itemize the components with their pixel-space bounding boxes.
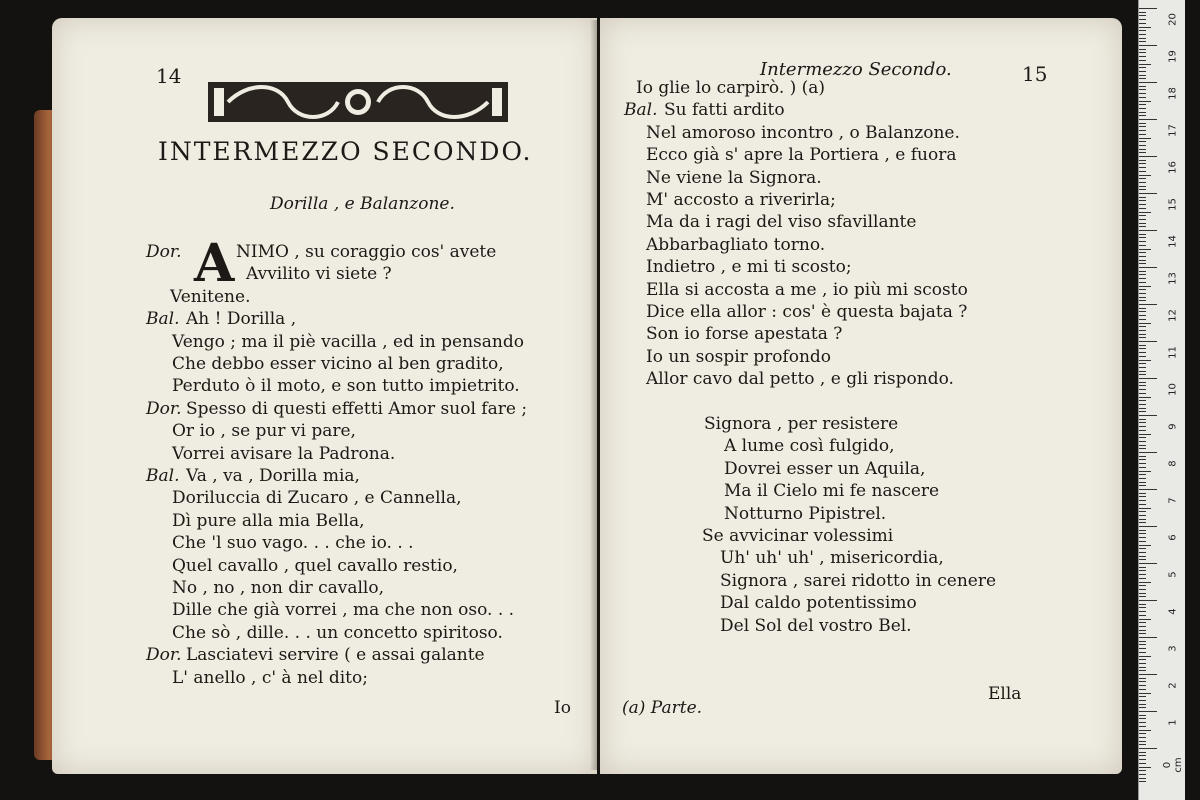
ruler-minor-tick (1139, 286, 1151, 287)
ruler-minor-tick (1139, 149, 1146, 150)
ruler-tick (1139, 563, 1157, 564)
ruler-minor-tick (1139, 241, 1146, 242)
ruler-tick (1139, 711, 1157, 712)
ruler-minor-tick (1139, 363, 1146, 364)
ruler-tick (1139, 193, 1157, 194)
ruler-label: 7 (1167, 497, 1179, 504)
ruler-minor-tick (1139, 615, 1146, 616)
ruler-minor-tick (1139, 593, 1146, 594)
ruler-minor-tick (1139, 245, 1146, 246)
verse-line: Ah ! Dorilla , (186, 309, 297, 330)
ruler-minor-tick (1139, 382, 1146, 383)
ruler-minor-tick (1139, 97, 1146, 98)
ruler-tick (1139, 8, 1157, 9)
ruler-minor-tick (1139, 138, 1151, 139)
ruler-minor-tick (1139, 582, 1151, 583)
ruler-minor-tick (1139, 715, 1146, 716)
ruler-minor-tick (1139, 271, 1146, 272)
ruler-minor-tick (1139, 300, 1146, 301)
ruler-minor-tick (1139, 204, 1146, 205)
ruler-minor-tick (1139, 145, 1146, 146)
ruler-minor-tick (1139, 689, 1146, 690)
ruler-minor-tick (1139, 630, 1146, 631)
ruler-minor-tick (1139, 707, 1146, 708)
ruler-minor-tick (1139, 485, 1146, 486)
ruler-minor-tick (1139, 297, 1146, 298)
ruler-minor-tick (1139, 441, 1146, 442)
ruler-minor-tick (1139, 730, 1151, 731)
headpiece-ornament (208, 80, 508, 124)
right-page-number: 15 (1022, 62, 1048, 86)
ruler-tick (1139, 341, 1157, 342)
ruler-label: 0 cm (1162, 757, 1184, 773)
ruler-minor-tick (1139, 385, 1146, 386)
ruler-minor-tick (1139, 400, 1146, 401)
verse-line: Che debbo esser vicino al ben gradito, (172, 354, 504, 374)
ruler-minor-tick (1139, 448, 1146, 449)
ruler-minor-tick (1139, 693, 1151, 694)
ruler-tick (1139, 674, 1157, 675)
right-catchword: Ella (988, 684, 1022, 704)
ruler-label: 5 (1167, 571, 1179, 578)
ruler-label: 1 (1167, 719, 1179, 726)
speakers-heading: Dorilla , e Balanzone. (270, 194, 455, 214)
ruler-minor-tick (1139, 755, 1146, 756)
footnote: (a) Parte. (622, 698, 703, 718)
ruler-label: 8 (1167, 460, 1179, 467)
verse-line: Vorrei avisare la Padrona. (172, 443, 396, 464)
ruler-minor-tick (1139, 559, 1146, 560)
ruler-minor-tick (1139, 104, 1146, 105)
ruler-minor-tick (1139, 319, 1146, 320)
ruler-minor-tick (1139, 478, 1146, 479)
verse-line: Che 'l suo vago. . . che io. . . (172, 533, 414, 554)
verse-line: No , no , non dir cavallo, (172, 578, 385, 598)
aria-line: Signora , per resistere (704, 414, 899, 434)
verse-line: Dice ella allor : cos' è questa bajata ? (646, 302, 968, 322)
ruler-label: 6 (1167, 534, 1179, 541)
ruler-tick (1139, 415, 1157, 416)
ruler-minor-tick (1139, 567, 1146, 568)
ruler-label: 3 (1167, 645, 1179, 652)
ruler-minor-tick (1139, 75, 1146, 76)
ruler-minor-tick (1139, 459, 1146, 460)
ruler-minor-tick (1139, 508, 1151, 509)
ruler-minor-tick (1139, 108, 1146, 109)
ruler-minor-tick (1139, 408, 1146, 409)
ruler-minor-tick (1139, 12, 1146, 13)
verse-line: Allor cavo dal petto , e gli rispondo. (646, 369, 954, 390)
aria-line: Del Sol del vostro Bel. (720, 615, 912, 636)
ruler-label: 20 (1167, 13, 1179, 26)
left-page-number: 14 (156, 64, 182, 88)
ruler-minor-tick (1139, 733, 1146, 734)
ruler-label: 14 (1167, 235, 1179, 248)
verse-line: Ma da i ragi del viso sfavillante (646, 212, 917, 233)
verse-line: Vengo ; ma il piè vacilla , ed in pensando (172, 331, 524, 352)
ruler-minor-tick (1139, 656, 1151, 657)
verse-line: Or io , se pur vi pare, (172, 421, 356, 442)
verse-line: Io glie lo carpirò. ) (a) (636, 78, 826, 98)
ruler-minor-tick (1139, 726, 1146, 727)
ruler-label: 16 (1167, 161, 1179, 174)
ruler-minor-tick (1139, 38, 1146, 39)
ruler-minor-tick (1139, 437, 1146, 438)
verse-line: Dille che già vorrei , ma che non oso. . . (172, 600, 515, 621)
ruler-minor-tick (1139, 404, 1146, 405)
ruler-label: 4 (1167, 608, 1179, 615)
verse-line: M' accosto a riverirla; (646, 190, 836, 210)
ruler-minor-tick (1139, 367, 1146, 368)
ruler-tick (1139, 156, 1157, 157)
ruler-minor-tick (1139, 500, 1146, 501)
ruler-minor-tick (1139, 323, 1151, 324)
ruler-minor-tick (1139, 763, 1146, 764)
ruler-minor-tick (1139, 678, 1146, 679)
ruler-minor-tick (1139, 256, 1146, 257)
ruler-minor-tick (1139, 430, 1146, 431)
ruler-minor-tick (1139, 445, 1146, 446)
verse-line: Quel cavallo , quel cavallo restio, (172, 555, 458, 576)
ruler-label: 17 (1167, 124, 1179, 137)
ruler-minor-tick (1139, 326, 1146, 327)
ruler-minor-tick (1139, 134, 1146, 135)
ruler-tick (1139, 304, 1157, 305)
ruler-minor-tick (1139, 515, 1146, 516)
speaker-label: Bal. (624, 100, 658, 121)
ruler-minor-tick (1139, 197, 1146, 198)
ruler-minor-tick (1139, 167, 1146, 168)
measuring-ruler (1138, 0, 1185, 800)
ruler-minor-tick (1139, 578, 1146, 579)
ruler-minor-tick (1139, 263, 1146, 264)
ruler-minor-tick (1139, 556, 1146, 557)
ruler-minor-tick (1139, 781, 1146, 782)
left-page (52, 18, 597, 774)
ruler-minor-tick (1139, 282, 1146, 283)
ruler-minor-tick (1139, 126, 1146, 127)
aria-line: A lume così fulgido, (724, 436, 895, 457)
ruler-minor-tick (1139, 471, 1151, 472)
ruler-minor-tick (1139, 574, 1146, 575)
verse-line: Lasciatevi servire ( e assai galante (186, 645, 485, 666)
ruler-minor-tick (1139, 208, 1146, 209)
ruler-minor-tick (1139, 34, 1146, 35)
verse-line: Ella si accosta a me , io più mi scosto (646, 279, 968, 300)
ruler-minor-tick (1139, 41, 1146, 42)
ruler-minor-tick (1139, 759, 1146, 760)
ruler-minor-tick (1139, 604, 1146, 605)
ruler-minor-tick (1139, 78, 1146, 79)
ruler-minor-tick (1139, 752, 1146, 753)
ruler-minor-tick (1139, 519, 1146, 520)
ruler-tick (1139, 748, 1157, 749)
ruler-minor-tick (1139, 589, 1146, 590)
ruler-minor-tick (1139, 626, 1146, 627)
ruler-minor-tick (1139, 56, 1146, 57)
ruler-label: 15 (1167, 198, 1179, 211)
ruler-minor-tick (1139, 374, 1146, 375)
verse-line: Ne viene la Signora. (646, 167, 822, 188)
ruler-minor-tick (1139, 511, 1146, 512)
ruler-minor-tick (1139, 622, 1146, 623)
aria-line: Ma il Cielo mi fe nascere (724, 481, 940, 502)
ruler-minor-tick (1139, 226, 1146, 227)
ruler-minor-tick (1139, 334, 1146, 335)
ruler-tick (1139, 452, 1157, 453)
verse-line: Perduto ò il moto, e son tutto impietrito. (172, 376, 520, 397)
ruler-minor-tick (1139, 537, 1146, 538)
ruler-minor-tick (1139, 101, 1151, 102)
right-page (600, 18, 1122, 774)
ruler-minor-tick (1139, 212, 1151, 213)
aria-line: Se avvicinar volessimi (702, 526, 894, 546)
ruler-minor-tick (1139, 533, 1146, 534)
ruler-minor-tick (1139, 426, 1146, 427)
left-catchword: Io (554, 698, 571, 718)
ruler-minor-tick (1139, 141, 1146, 142)
ruler-label: 18 (1167, 87, 1179, 100)
ruler-minor-tick (1139, 86, 1146, 87)
ruler-minor-tick (1139, 249, 1151, 250)
verse-line: Venitene. (170, 286, 251, 307)
ruler-minor-tick (1139, 186, 1146, 187)
ruler-label: 19 (1167, 50, 1179, 63)
ruler-minor-tick (1139, 648, 1146, 649)
ruler-minor-tick (1139, 633, 1146, 634)
ruler-minor-tick (1139, 570, 1146, 571)
ruler-minor-tick (1139, 360, 1151, 361)
ruler-minor-tick (1139, 530, 1146, 531)
ruler-minor-tick (1139, 463, 1146, 464)
ruler-minor-tick (1139, 685, 1146, 686)
ruler-minor-tick (1139, 93, 1146, 94)
ruler-minor-tick (1139, 352, 1146, 353)
ruler-minor-tick (1139, 152, 1146, 153)
verse-line: Abbarbagliato torno. (646, 234, 826, 255)
ruler-tick (1139, 82, 1157, 83)
speaker-label: Dor. (146, 645, 182, 666)
ruler-tick (1139, 230, 1157, 231)
ruler-minor-tick (1139, 607, 1146, 608)
ruler-minor-tick (1139, 163, 1146, 164)
ruler-minor-tick (1139, 60, 1146, 61)
ruler-minor-tick (1139, 545, 1151, 546)
ruler-minor-tick (1139, 130, 1146, 131)
aria-line: Dovrei esser un Aquila, (724, 458, 926, 479)
ruler-minor-tick (1139, 737, 1146, 738)
ruler-minor-tick (1139, 552, 1146, 553)
ruler-minor-tick (1139, 278, 1146, 279)
ruler-minor-tick (1139, 219, 1146, 220)
ruler-minor-tick (1139, 493, 1146, 494)
speaker-label: Dor. (146, 242, 182, 262)
ruler-minor-tick (1139, 189, 1146, 190)
verse-line: Indietro , e mi ti scosto; (646, 257, 852, 278)
ruler-label: 9 (1167, 423, 1179, 430)
verse-line: L' anello , c' à nel dito; (172, 667, 368, 688)
ruler-minor-tick (1139, 345, 1146, 346)
ruler-minor-tick (1139, 456, 1146, 457)
ruler-minor-tick (1139, 215, 1146, 216)
verse-line: Nel amoroso incontro , o Balanzone. (646, 122, 960, 143)
ruler-minor-tick (1139, 112, 1146, 113)
ruler-minor-tick (1139, 71, 1146, 72)
ruler-minor-tick (1139, 767, 1151, 768)
ruler-minor-tick (1139, 411, 1146, 412)
speaker-label: Bal. (146, 309, 180, 330)
ruler-minor-tick (1139, 200, 1146, 201)
ruler-minor-tick (1139, 223, 1146, 224)
ruler-minor-tick (1139, 178, 1146, 179)
ruler-minor-tick (1139, 160, 1146, 161)
ruler-minor-tick (1139, 27, 1151, 28)
ruler-minor-tick (1139, 293, 1146, 294)
ruler-minor-tick (1139, 718, 1146, 719)
verse-line: Va , va , Dorilla mia, (186, 466, 360, 486)
drop-capital: A (194, 233, 235, 294)
ruler-tick (1139, 600, 1157, 601)
speaker-label: Dor. (146, 398, 182, 419)
ruler-minor-tick (1139, 348, 1146, 349)
ruler-minor-tick (1139, 422, 1146, 423)
ruler-minor-tick (1139, 89, 1146, 90)
ruler-minor-tick (1139, 522, 1146, 523)
verse-line: Avvilito vi siete ? (246, 264, 392, 285)
ruler-minor-tick (1139, 467, 1146, 468)
ruler-minor-tick (1139, 19, 1146, 20)
verse-line: Che sò , dille. . . un concetto spiritoso. (172, 622, 503, 643)
ruler-minor-tick (1139, 700, 1146, 701)
ruler-minor-tick (1139, 308, 1146, 309)
verse-line: Son io forse apestata ? (646, 324, 843, 345)
ruler-label: 13 (1167, 272, 1179, 285)
ruler-minor-tick (1139, 482, 1146, 483)
ruler-minor-tick (1139, 356, 1146, 357)
ruler-minor-tick (1139, 171, 1146, 172)
ruler-minor-tick (1139, 641, 1146, 642)
running-head: Intermezzo Secondo. (760, 59, 952, 80)
verse-line: Su fatti ardito (664, 100, 785, 121)
ruler-minor-tick (1139, 663, 1146, 664)
ruler-minor-tick (1139, 504, 1146, 505)
ruler-minor-tick (1139, 619, 1151, 620)
ruler-minor-tick (1139, 49, 1146, 50)
ruler-minor-tick (1139, 644, 1146, 645)
ruler-minor-tick (1139, 397, 1151, 398)
ruler-minor-tick (1139, 311, 1146, 312)
ruler-minor-tick (1139, 496, 1146, 497)
ruler-minor-tick (1139, 704, 1146, 705)
ruler-minor-tick (1139, 681, 1146, 682)
ruler-minor-tick (1139, 260, 1146, 261)
ruler-label: 12 (1167, 309, 1179, 322)
ruler-label: 10 (1167, 383, 1179, 396)
ruler-tick (1139, 489, 1157, 490)
ruler-minor-tick (1139, 182, 1146, 183)
verse-line: Doriluccia di Zucaro , e Cannella, (172, 488, 462, 509)
ruler-minor-tick (1139, 115, 1146, 116)
ruler-minor-tick (1139, 474, 1146, 475)
ruler-minor-tick (1139, 234, 1146, 235)
ruler-label: 11 (1167, 346, 1179, 359)
speaker-label: Bal. (146, 466, 180, 486)
verse-line: Ecco già s' apre la Portiera , e fuora (646, 145, 957, 166)
ruler-tick (1139, 267, 1157, 268)
ruler-minor-tick (1139, 611, 1146, 612)
ruler-minor-tick (1139, 252, 1146, 253)
ruler-minor-tick (1139, 741, 1146, 742)
ruler-minor-tick (1139, 289, 1146, 290)
ruler-tick (1139, 378, 1157, 379)
aria-line: Notturno Pipistrel. (724, 503, 887, 524)
ruler-tick (1139, 526, 1157, 527)
ruler-minor-tick (1139, 67, 1146, 68)
ruler-tick (1139, 45, 1157, 46)
verse-line: Spesso di questi effetti Amor suol fare ; (186, 398, 528, 419)
ruler-minor-tick (1139, 274, 1146, 275)
ruler-minor-tick (1139, 64, 1151, 65)
aria-line: Signora , sarei ridotto in cenere (720, 570, 997, 591)
ruler-minor-tick (1139, 337, 1146, 338)
ruler-minor-tick (1139, 175, 1151, 176)
ruler-minor-tick (1139, 237, 1146, 238)
ruler-minor-tick (1139, 659, 1146, 660)
ruler-minor-tick (1139, 315, 1146, 316)
ruler-minor-tick (1139, 15, 1146, 16)
aria-line: Uh' uh' uh' , misericordia, (720, 548, 944, 569)
ruler-minor-tick (1139, 393, 1146, 394)
ruler-tick (1139, 637, 1157, 638)
ruler-minor-tick (1139, 667, 1146, 668)
section-title: INTERMEZZO SECONDO. (158, 137, 533, 166)
ruler-minor-tick (1139, 596, 1146, 597)
ruler-minor-tick (1139, 652, 1146, 653)
ruler-minor-tick (1139, 696, 1146, 697)
ruler-tick (1139, 119, 1157, 120)
ruler-minor-tick (1139, 23, 1146, 24)
ruler-minor-tick (1139, 434, 1151, 435)
ruler-minor-tick (1139, 778, 1146, 779)
ruler-minor-tick (1139, 585, 1146, 586)
ruler-minor-tick (1139, 389, 1146, 390)
ruler-minor-tick (1139, 330, 1146, 331)
ruler-minor-tick (1139, 52, 1146, 53)
ruler-minor-tick (1139, 123, 1146, 124)
aria-line: Dal caldo potentissimo (720, 593, 917, 614)
ruler-minor-tick (1139, 670, 1146, 671)
ruler-minor-tick (1139, 541, 1146, 542)
ruler-minor-tick (1139, 371, 1146, 372)
ruler-minor-tick (1139, 744, 1146, 745)
verse-line: NIMO , su coraggio cos' avete (236, 242, 497, 262)
ruler-minor-tick (1139, 548, 1146, 549)
ruler-minor-tick (1139, 774, 1146, 775)
ruler-minor-tick (1139, 770, 1146, 771)
ruler-minor-tick (1139, 419, 1146, 420)
verse-line: Dì pure alla mia Bella, (172, 510, 365, 531)
ruler-label: 2 (1167, 682, 1179, 689)
verse-line: Io un sospir profondo (646, 346, 832, 367)
ruler-minor-tick (1139, 30, 1146, 31)
ruler-minor-tick (1139, 722, 1146, 723)
